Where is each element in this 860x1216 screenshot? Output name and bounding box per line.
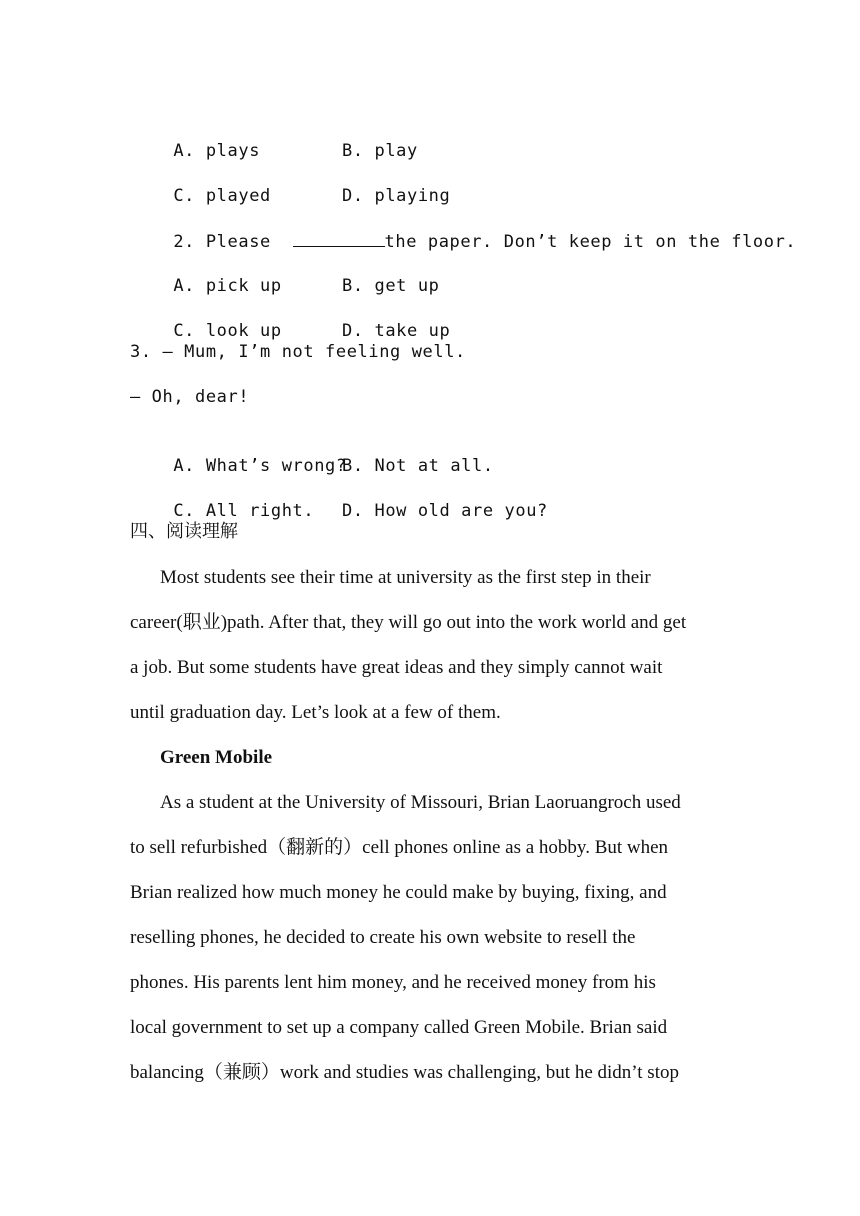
q2-option-c: C. look up <box>173 321 282 341</box>
q1-option-b: B. play <box>342 141 418 161</box>
q3-options-row-1 <box>130 430 494 476</box>
q2-option-d: D. take up <box>342 321 451 341</box>
q3-stem: 3. — Mum, I’m not feeling well. <box>130 342 466 362</box>
q2-stem-suffix: the paper. Don’t keep it on the floor. <box>384 232 797 252</box>
passage-p1-line-1: Most students see their time at university as the first step in their <box>160 567 651 588</box>
q3-option-c: C. All right. <box>173 501 315 521</box>
passage-p1-line-4: until graduation day. Let’s look at a few of them. <box>130 702 501 723</box>
passage-p2-line-2: to sell refurbished（翻新的）cell phones online as a hobby. But when <box>130 837 669 858</box>
q3-options-row-2 <box>130 475 548 521</box>
q1-options-row-2 <box>130 160 451 206</box>
q1-options-row-1 <box>130 115 418 161</box>
passage-p1-line-3: a job. But some students have great ideas and they simply cannot wait <box>130 657 663 678</box>
passage-p2-line-7: balancing（兼顾）work and studies was challenging, but he didn’t stop <box>130 1062 679 1083</box>
q3-option-b: B. Not at all. <box>342 456 494 476</box>
q3-response: — Oh, dear! <box>130 387 250 407</box>
q1-option-a: A. plays <box>173 141 261 161</box>
q1-option-d: D. playing <box>342 186 451 206</box>
q3-option-d: D. How old are you? <box>342 501 548 521</box>
section-heading: 四、阅读理解 <box>130 521 238 542</box>
q2-answer-blank <box>293 229 385 247</box>
q2-options-row-1 <box>130 250 440 296</box>
q2-stem-prefix: 2. Please <box>173 232 282 252</box>
q2-option-a: A. pick up <box>173 276 282 296</box>
passage-p2-line-1: As a student at the University of Missouri, Brian Laoruangroch used <box>160 792 681 813</box>
q3-option-a: A. What’s wrong? <box>173 456 347 476</box>
q2-stem <box>130 205 797 252</box>
passage-subheading: Green Mobile <box>160 747 273 768</box>
passage-p1-line-2: career(职业)path. After that, they will go out into the work world and get <box>130 612 687 633</box>
passage-p2-line-3: Brian realized how much money he could make by buying, fixing, and <box>130 882 667 903</box>
passage-p2-line-6: local government to set up a company called Green Mobile. Brian said <box>130 1017 668 1038</box>
q1-option-c: C. played <box>173 186 271 206</box>
passage-p2-line-4: reselling phones, he decided to create his own website to resell the <box>130 927 636 948</box>
q2-options-row-2 <box>130 295 451 341</box>
q2-option-b: B. get up <box>342 276 440 296</box>
passage-p2-line-5: phones. His parents lent him money, and he received money from his <box>130 972 656 993</box>
